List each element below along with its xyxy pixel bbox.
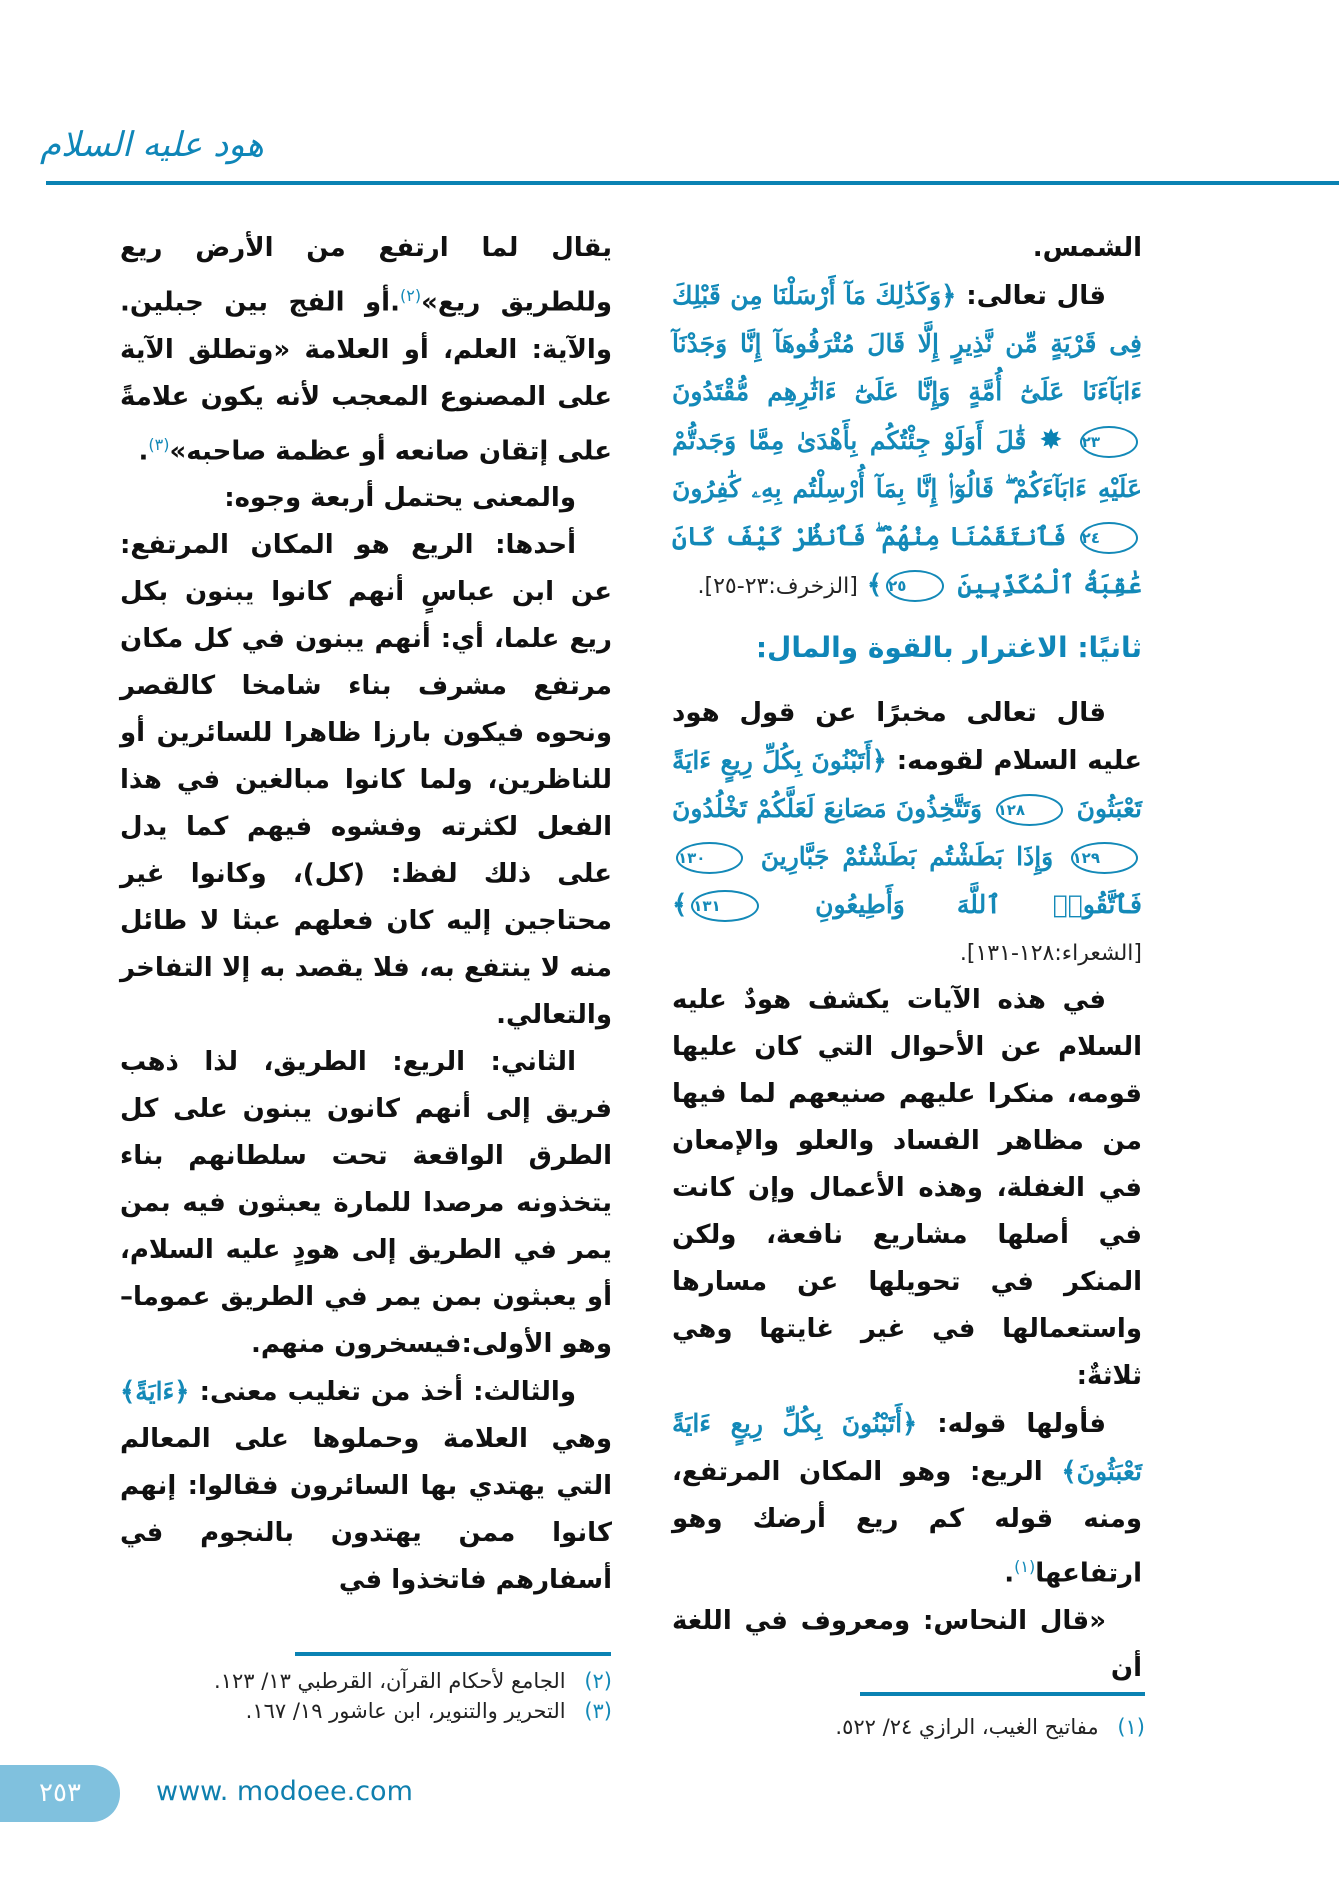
ayah-number: ٢٥ — [886, 570, 944, 602]
paragraph-first-aspect — [672, 1400, 1142, 1598]
quran-reference: [الشعراء:١٢٨-١٣١]. — [959, 941, 1142, 966]
ayah-number: ١٢٩ — [1071, 842, 1138, 874]
quran-close-bracket-icon: ﴾ — [1061, 1457, 1077, 1487]
footnote — [120, 1696, 612, 1726]
quran-text: فَٱتَّقُوا۟ ٱللَّهَ وَأَطِيعُونِ — [815, 890, 1142, 919]
body-text: .أو الفج بين جبلين. والآية: العلم، أو العلامة «وتطلق الآية على المصنوع المعجب لأنه يكون علامةً على إتقان صانعه أو عظمة صاحبه» — [120, 287, 612, 467]
section-subheading: ثانيًا: الاغترار بالقوة والمال: — [755, 631, 1142, 664]
quran-text: ءَايَةً — [135, 1377, 175, 1407]
footnote-ref-1[interactable]: (١) — [1014, 1557, 1036, 1576]
paragraph-quran-zukhruf — [672, 272, 1142, 610]
quran-open-bracket-icon: ﴿ — [174, 1377, 190, 1408]
quran-close-bracket-icon: ﴾ — [866, 570, 883, 600]
quran-open-bracket-icon: ﴿ — [871, 746, 887, 776]
quran-text: قَٰلَ أَوَلَوْ جِئْتُكُم بِأَهْدَىٰ مِمَّا وَجَدتُّمْ عَلَيْهِ ءَابَآءَكُمْ ۖ قَالُوٓا۟ إِنَّا بِمَآ أُرْسِلْتُم بِهِۦ كَٰفِرُونَ — [672, 426, 1142, 503]
intro-text: فأولها قوله: — [937, 1409, 1106, 1439]
quran-close-bracket-icon: ﴾ — [120, 1377, 136, 1408]
paragraph-second-meaning: الثاني: الريع: الطريق، لذا ذهب فريق إلى أنهم كانون يبنون على كل الطرق الواقعة تحت سلطانهم بناء يتخذونه مرصدا للمارة يعبثون فيه بمن يمر في الطريق إلى هودٍ عليه السلام، أو يعبثون بمن يمر في الطريق عموما–وهو الأولى:فيسخرون منهم. — [120, 1047, 612, 1360]
left-column — [120, 225, 612, 1604]
footnote-text: الجامع لأحكام القرآن، القرطبي ١٣/ ١٢٣. — [214, 1669, 566, 1693]
ayah-number: ٢٤ — [1080, 522, 1138, 554]
footnote-rule — [860, 1692, 1145, 1696]
footnote-ref-2[interactable]: (٢) — [399, 286, 422, 305]
footnote-ref-3[interactable]: (٣) — [148, 434, 170, 454]
paragraph — [120, 225, 612, 475]
footnotes-left — [120, 1666, 612, 1726]
paragraph: الشمس. — [1032, 233, 1142, 263]
ayah-number: ١٣١ — [691, 890, 758, 922]
quran-open-bracket-icon: ﴿ — [902, 1409, 918, 1439]
footnote-rule — [295, 1652, 611, 1656]
paragraph: والمعنى يحتمل أربعة وجوه: — [224, 483, 576, 514]
period: . — [1004, 1558, 1015, 1589]
intro-text: والثالث: أخذ من تغليب معنى: — [199, 1377, 576, 1408]
quran-text: وَتَتَّخِذُونَ مَصَانِعَ لَعَلَّكُمْ تَخْلُدُونَ — [672, 794, 983, 823]
paragraph: في هذه الآيات يكشف هودٌ عليه السلام عن الأحوال التي كان عليها قومه، منكرا عليهم صنيعهم لما فيها من مظاهر الفساد والعلو والإمعان في الغفلة، وهذه الأعمال وإن كانت في أصلها مشاريع نافعة، ولكن المنكر في تحويلها عن مسارها واستعمالها في غير غايتها وهي ثلاثةٌ: — [672, 985, 1142, 1391]
paragraph: «قال النحاس: ومعروف في اللغة أن — [672, 1605, 1142, 1683]
body-text: وهي العلامة وحملوها على المعالم التي يهتدي بها السائرون فقالوا: إنهم كانوا ممن يهتدون بالنجوم في أسفارهم فاتخذوا في — [120, 1424, 612, 1596]
header-rule — [46, 181, 1339, 185]
paragraph-quran-shuara — [672, 690, 1142, 977]
quran-close-bracket-icon: ﴾ — [672, 890, 688, 920]
quran-open-bracket-icon: ﴿ — [941, 281, 957, 311]
running-head-title: هود عليه السلام — [40, 125, 264, 165]
quran-text: وَإِذَا بَطَشْتُم بَطَشْتُمْ جَبَّارِينَ — [760, 842, 1054, 871]
page-number: ٢٥٣ — [0, 1765, 120, 1822]
star-divider-icon: ✸ — [1039, 423, 1063, 456]
website-link[interactable]: www. modoee.com — [156, 1776, 413, 1807]
quran-text: أَتَبْنُونَ بِكُلِّ رِيعٍ ءَايَةً تَعْبَثُونَ — [672, 746, 1142, 823]
footnote-text: التحرير والتنوير، ابن عاشور ١٩/ ١٦٧. — [245, 1699, 566, 1723]
intro-text: قال تعالى مخبرًا عن قول هود عليه السلام لقومه: — [672, 698, 1142, 776]
footnote-text: مفاتيح الغيب، الرازي ٢٤/ ٥٢٢. — [835, 1715, 1099, 1739]
body-text: يقال لما ارتفع من الأرض ريع وللطريق ريع» — [120, 233, 613, 318]
ayah-number: ١٢٨ — [996, 794, 1063, 826]
paragraph-third-meaning — [120, 1368, 612, 1604]
quran-text: فَٱنتَقَمْنَا مِنْهُمْ ۖ فَٱنظُرْ كَيْفَ كَانَ عَٰقِبَةُ ٱلْمُكَذِّبِينَ — [672, 522, 1142, 599]
ayah-number: ٢٣ — [1080, 426, 1138, 458]
paragraph-first-meaning: أحدها: الريع هو المكان المرتفع: عن ابن عباسٍ أنهم كانوا يبنون بكل ريع علما، أي: أنهم يبنون في كل مكان مرتفع مشرف بناء شامخا كالقصر ونحوه فيكون بارزا ظاهرا للسائرين أو للناظرين، ولما كانوا مبالغين في هذا الفعل لكثرته وفشوه فيهم كما يدل على ذلك لفظ: (كل)، وكانوا غير محتاجين إليه كان فعلهم عبثا لا طائل منه لا ينتفع به، فلا يقصد به إلا التفاخر والتعالي. — [120, 530, 612, 1031]
body-text: الريع: وهو المكان المرتفع، ومنه قوله كم ريع أرضك وهو ارتفاعها — [672, 1457, 1142, 1589]
right-column — [672, 225, 1142, 1692]
footnote — [120, 1666, 612, 1696]
ayah-number: ١٣٠ — [676, 842, 743, 874]
period: . — [138, 436, 149, 467]
footnotes-right — [672, 1712, 1145, 1742]
footnote-number: (١) — [1117, 1715, 1145, 1739]
intro-text: قال تعالى: — [966, 281, 1106, 311]
footnote — [672, 1712, 1145, 1742]
quran-reference: [الزخرف:٢٣-٢٥]. — [697, 574, 858, 599]
quran-text: وَكَذَٰلِكَ مَآ أَرْسَلْنَا مِن قَبْلِكَ فِى قَرْيَةٍ مِّن نَّذِيرٍ إِلَّا قَالَ مُتْرَفُوهَآ إِنَّا وَجَدْنَآ ءَابَآءَنَا عَلَىٰٓ أُمَّةٍ وَإِنَّا عَلَىٰٓ ءَاثَٰرِهِم مُّقْتَدُونَ — [672, 281, 1142, 406]
footnote-number: (٢) — [584, 1669, 612, 1693]
footnote-number: (٣) — [584, 1699, 612, 1723]
quran-text: أَتَبْنُونَ بِكُلِّ رِيعٍ ءَايَةً تَعْبَثُونَ — [672, 1409, 1142, 1486]
